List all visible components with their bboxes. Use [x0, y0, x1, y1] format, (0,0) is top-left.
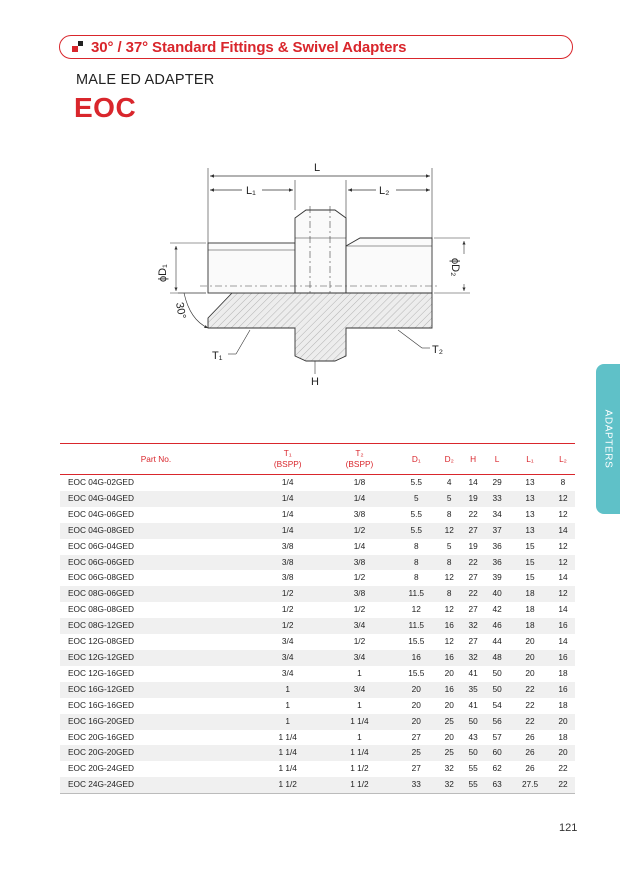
table-row — [60, 507, 575, 523]
table-cell: 5 — [446, 540, 452, 551]
table-cell: 1 1/4 — [324, 714, 396, 730]
table-body — [60, 475, 575, 794]
column-header — [437, 444, 461, 475]
dim-label-D2: ϕD₂ — [449, 258, 461, 277]
table-cell: 32 — [461, 618, 485, 634]
page-number: 121 — [559, 822, 578, 834]
table-row — [60, 491, 575, 507]
table-cell: 20 — [525, 636, 535, 647]
table-cell: 3/4 — [281, 636, 294, 647]
table-row — [60, 745, 575, 761]
table-cell: 8 — [560, 477, 566, 487]
table-cell: 1 — [252, 714, 324, 730]
table-cell: 8 — [446, 508, 452, 519]
section-header — [59, 35, 573, 59]
table-cell: 13 — [525, 477, 535, 487]
table-cell: 22 — [509, 714, 551, 730]
table-cell: 1 1/2 — [350, 763, 369, 774]
part-number-cell: EOC 06G-08GED — [68, 572, 134, 583]
table-cell: 5.5 — [410, 477, 423, 487]
table-cell: 26 — [525, 763, 535, 774]
table-row — [60, 523, 575, 539]
table-cell: 3/8 — [252, 555, 324, 571]
part-number-cell: EOC 20G-16GED — [68, 731, 134, 742]
table-cell: 46 — [485, 618, 509, 634]
table-cell: 12 — [551, 555, 575, 571]
table-cell: 3/8 — [281, 540, 294, 551]
table-cell: 1 1/2 — [324, 777, 396, 793]
table-cell: 1 — [357, 731, 362, 742]
table-cell: 56 — [485, 714, 509, 730]
table-cell: 16 — [551, 650, 575, 666]
table-cell: 1/2 — [281, 604, 294, 615]
table-cell: 1 — [285, 699, 290, 710]
table-cell: 20 — [444, 667, 454, 678]
table-cell: 1 1/4 — [278, 763, 297, 774]
table-cell: 8 — [437, 586, 461, 602]
table-cell: 3/4 — [324, 650, 396, 666]
product-code: EOC — [74, 92, 137, 123]
table-cell: 13 — [509, 523, 551, 539]
dim-label-L1: L₁ — [246, 185, 256, 197]
table-row — [60, 714, 575, 730]
table-cell: 14 — [468, 477, 478, 487]
table-cell: 16 — [551, 682, 575, 698]
table-cell: 20 — [395, 682, 437, 698]
table-cell: 20 — [444, 699, 454, 710]
column-header — [485, 444, 509, 475]
table-cell: 1/2 — [353, 636, 366, 647]
table-cell: 37 — [485, 523, 509, 539]
table-cell: 60 — [485, 745, 509, 761]
column-header-label: T₂ — [355, 448, 364, 458]
table-row — [60, 618, 575, 634]
table-cell: 14 — [558, 636, 568, 647]
table-cell: 48 — [485, 650, 509, 666]
table-cell: 20 — [509, 650, 551, 666]
table-header-row — [60, 444, 575, 475]
dimensions-table — [60, 443, 575, 794]
table-cell: 14 — [558, 572, 568, 583]
part-number-cell: EOC 08G-06GED — [60, 586, 252, 602]
table-cell: 20 — [525, 667, 535, 678]
table-cell: 15.5 — [408, 667, 425, 678]
table-cell: 5 — [395, 491, 437, 507]
table-cell: 16 — [437, 650, 461, 666]
dim-label-L: L — [314, 162, 321, 174]
column-header-label: Part No. — [140, 453, 172, 464]
part-number-cell: EOC 06G-04GED — [68, 540, 134, 551]
part-number-cell: EOC 04G-02GED — [68, 477, 134, 487]
table-cell: 32 — [437, 777, 461, 793]
table-cell: 12 — [444, 604, 454, 615]
table-cell: 27 — [461, 523, 485, 539]
column-header-label: D₂ — [444, 453, 454, 464]
table-cell: 12 — [558, 508, 568, 519]
technical-drawing — [140, 150, 480, 390]
table-cell: 16 — [437, 682, 461, 698]
table-row — [60, 730, 575, 746]
table-cell: 3/8 — [353, 508, 366, 519]
table-cell: 12 — [437, 523, 461, 539]
column-header-sublabel: (BSPP) — [345, 459, 374, 469]
part-number-cell: EOC 06G-06GED — [60, 555, 252, 571]
table-cell: 54 — [492, 699, 502, 710]
product-subtitle: MALE ED ADAPTER — [76, 72, 215, 88]
table-cell: 27 — [468, 636, 478, 647]
table-cell: 12 — [444, 636, 454, 647]
part-number-cell: EOC 04G-06GED — [68, 508, 134, 519]
table-cell: 27 — [411, 731, 421, 742]
table-cell: 15.5 — [408, 636, 425, 647]
table-cell: 57 — [492, 731, 502, 742]
column-header-label: L — [494, 453, 500, 464]
part-number-cell: EOC 16G-12GED — [60, 682, 252, 698]
table-cell: 1/8 — [353, 477, 366, 487]
section-title: 30° / 37° Standard Fittings & Swivel Adapters — [91, 38, 407, 56]
table-cell: 55 — [461, 777, 485, 793]
table-cell: 4 — [446, 477, 452, 487]
table-row — [60, 777, 575, 793]
column-header-label: T₁ — [283, 448, 292, 458]
table-cell: 26 — [525, 731, 535, 742]
table-cell: 1/4 — [252, 523, 324, 539]
table-row — [60, 539, 575, 555]
table-cell: 8 — [413, 572, 419, 583]
part-number-cell: EOC 08G-08GED — [68, 604, 134, 615]
table-cell: 55 — [468, 763, 478, 774]
table-cell: 20 — [411, 699, 421, 710]
table-cell: 1 1/4 — [278, 731, 297, 742]
table-row — [60, 666, 575, 682]
dim-label-D1: ϕD₁ — [157, 264, 169, 282]
table-cell: 25 — [437, 714, 461, 730]
table-cell: 18 — [525, 604, 535, 615]
table-cell: 44 — [492, 636, 502, 647]
table-cell: 3/4 — [281, 667, 294, 678]
table-cell: 35 — [461, 682, 485, 698]
table-cell: 12 — [444, 572, 454, 583]
table-cell: 1/4 — [281, 477, 294, 487]
table-cell: 1/4 — [324, 491, 396, 507]
table-cell: 20 — [551, 745, 575, 761]
table-cell: 22 — [509, 682, 551, 698]
column-header-label: L₁ — [526, 453, 534, 464]
table-cell: 3/4 — [324, 682, 396, 698]
table-cell: 13 — [525, 508, 535, 519]
table-cell: 36 — [485, 555, 509, 571]
table-cell: 14 — [558, 604, 568, 615]
thread-label-T1: T₁ — [212, 350, 223, 362]
table-cell: 8 — [413, 540, 419, 551]
table-cell: 18 — [558, 699, 568, 710]
table-cell: 19 — [468, 540, 478, 551]
table-cell: 42 — [492, 604, 502, 615]
table-cell: 15 — [509, 555, 551, 571]
table-row — [60, 602, 575, 618]
table-cell: 19 — [461, 491, 485, 507]
column-header — [324, 444, 396, 475]
table-cell: 26 — [509, 745, 551, 761]
thread-label-T2: T₂ — [432, 344, 443, 356]
table-cell: 25 — [437, 745, 461, 761]
table-cell: 1 — [357, 699, 362, 710]
part-number-cell: EOC 08G-12GED — [60, 618, 252, 634]
table-cell: 8 — [395, 555, 437, 571]
table-cell: 50 — [485, 682, 509, 698]
table-cell: 34 — [492, 508, 502, 519]
table-cell: 27 — [468, 572, 478, 583]
part-number-cell: EOC 04G-04GED — [60, 491, 252, 507]
table-row — [60, 586, 575, 602]
side-tab-label: ADAPTERS — [602, 409, 614, 469]
column-header-label: L₂ — [559, 453, 567, 464]
table-cell: 22 — [461, 555, 485, 571]
part-number-cell: EOC 12G-16GED — [68, 667, 134, 678]
table-cell: 16 — [551, 618, 575, 634]
table-cell: 1/4 — [252, 491, 324, 507]
table-cell: 1 1/4 — [324, 745, 396, 761]
table-cell: 18 — [509, 618, 551, 634]
table-cell: 5.5 — [410, 508, 423, 519]
table-row — [60, 698, 575, 714]
table-cell: 22 — [525, 699, 535, 710]
table-cell: 25 — [395, 745, 437, 761]
table-cell: 32 — [444, 763, 454, 774]
table-cell: 13 — [509, 491, 551, 507]
table-cell: 1/4 — [281, 508, 294, 519]
table-row — [60, 650, 575, 666]
table-cell: 22 — [558, 763, 568, 774]
table-cell: 16 — [437, 618, 461, 634]
table-cell: 1/2 — [252, 618, 324, 634]
table-cell: 1 — [252, 682, 324, 698]
table-cell: 33 — [395, 777, 437, 793]
table-cell: 20 — [444, 731, 454, 742]
table-cell: 15 — [525, 540, 535, 551]
table-cell: 3/8 — [324, 555, 396, 571]
table-cell: 1/2 — [353, 604, 366, 615]
table-cell: 5.5 — [395, 523, 437, 539]
table-cell: 40 — [485, 586, 509, 602]
table-cell: 1/2 — [324, 523, 396, 539]
table-cell: 27 — [411, 763, 421, 774]
table-cell: 22 — [468, 508, 478, 519]
table-cell: 5 — [437, 491, 461, 507]
table-cell: 39 — [492, 572, 502, 583]
column-header — [252, 444, 324, 475]
part-number-cell: EOC 04G-08GED — [60, 523, 252, 539]
table-cell: 3/8 — [324, 586, 396, 602]
table-cell: 12 — [551, 491, 575, 507]
table-cell: 1/2 — [252, 586, 324, 602]
dim-label-L2: L₂ — [379, 185, 390, 197]
part-number-cell: EOC 20G-24GED — [68, 763, 134, 774]
table-cell: 27 — [468, 604, 478, 615]
table-cell: 29 — [492, 477, 502, 487]
table-cell: 18 — [558, 731, 568, 742]
table-cell: 36 — [492, 540, 502, 551]
table-cell: 18 — [558, 667, 568, 678]
table-cell: 22 — [461, 586, 485, 602]
column-header — [60, 444, 252, 475]
column-header — [461, 444, 485, 475]
table-row — [60, 570, 575, 586]
angle-label: 30° — [173, 301, 188, 320]
table-cell: 50 — [461, 745, 485, 761]
table-cell: 3/4 — [252, 650, 324, 666]
column-header — [509, 444, 551, 475]
table-row — [60, 555, 575, 571]
table-cell: 1/2 — [353, 572, 366, 583]
part-number-cell: EOC 12G-08GED — [68, 636, 134, 647]
table-cell: 18 — [509, 586, 551, 602]
table-cell: 1 1/4 — [252, 745, 324, 761]
table-cell: 14 — [551, 523, 575, 539]
table-row — [60, 682, 575, 698]
hex-label-H: H — [311, 376, 319, 388]
table-cell: 62 — [492, 763, 502, 774]
table-cell: 20 — [395, 714, 437, 730]
table-cell: 1 1/2 — [252, 777, 324, 793]
table-cell: 22 — [551, 777, 575, 793]
column-header-label: D₁ — [411, 453, 421, 464]
table-cell: 12 — [558, 540, 568, 551]
section-side-tab — [596, 364, 620, 514]
table-cell: 1 — [357, 667, 362, 678]
table-cell: 1/4 — [353, 540, 366, 551]
column-header-label: H — [470, 453, 477, 464]
part-number-cell: EOC 24G-24GED — [60, 777, 252, 793]
column-header — [551, 444, 575, 475]
part-number-cell: EOC 20G-20GED — [60, 745, 252, 761]
table-cell: 15 — [525, 572, 535, 583]
table-cell: 11.5 — [395, 618, 437, 634]
table-cell: 20 — [551, 714, 575, 730]
table-cell: 8 — [437, 555, 461, 571]
red-black-squares-icon — [72, 41, 84, 53]
table-cell: 50 — [492, 667, 502, 678]
table-cell: 41 — [468, 699, 478, 710]
table-cell: 41 — [468, 667, 478, 678]
table-cell: 50 — [461, 714, 485, 730]
table-cell: 16 — [395, 650, 437, 666]
table-row — [60, 634, 575, 650]
table-row — [60, 475, 575, 491]
part-number-cell: EOC 12G-12GED — [60, 650, 252, 666]
table-row — [60, 761, 575, 777]
part-number-cell: EOC 16G-20GED — [60, 714, 252, 730]
part-number-cell: EOC 16G-16GED — [68, 699, 134, 710]
table-cell: 12 — [551, 586, 575, 602]
table-cell: 12 — [411, 604, 421, 615]
table-cell: 63 — [485, 777, 509, 793]
table-cell: 33 — [485, 491, 509, 507]
column-header-sublabel: (BSPP) — [273, 459, 302, 469]
table-cell: 3/8 — [281, 572, 294, 583]
table-cell: 32 — [461, 650, 485, 666]
table-cell: 43 — [468, 731, 478, 742]
table-cell: 27.5 — [509, 777, 551, 793]
table-cell: 3/4 — [324, 618, 396, 634]
column-header — [395, 444, 437, 475]
table-cell: 11.5 — [395, 586, 437, 602]
